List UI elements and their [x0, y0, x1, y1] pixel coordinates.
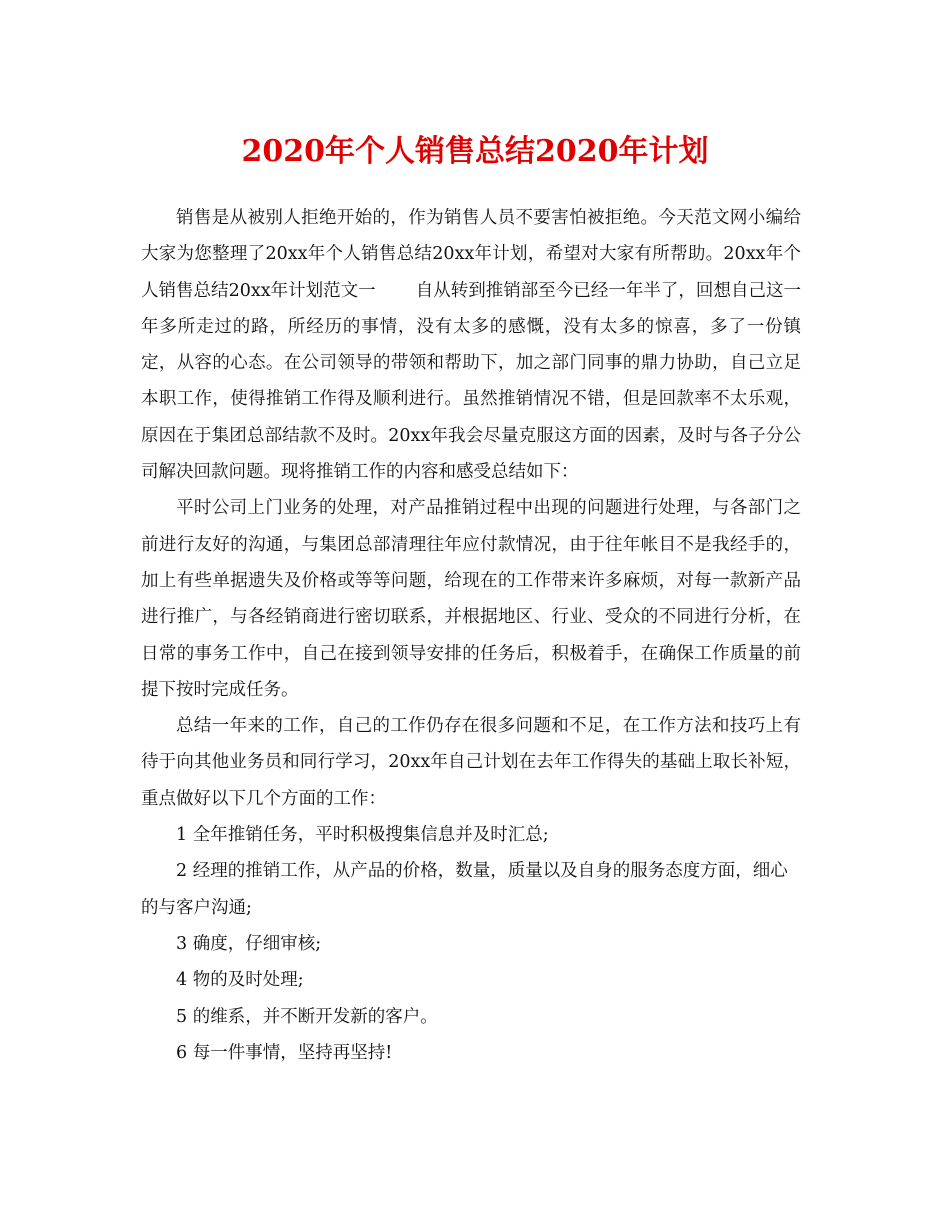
paragraph-1: 自从转到推销部至今已经一年半了，回想自己这一年多所走过的路，所经历的事情，没有太多的感慨，没有太多的惊喜，多了一份镇定，从容的心态。在公司领导的带领和帮助下，加之部门同事的鼎力协助，自己立足本职工作，使得推销工作得及顺利进行。虽然推销情况不错，但是回款率不太乐观，原因在于集团总部结款不及时。20xx年我会尽量克服这方面的因素，及时与各子分公司解决回款问题。现将推销工作的内容和感受总结如下： — [141, 280, 801, 483]
intro-text: 销售是从被别人拒绝开始的，作为销售人员不要害怕被拒绝。今天范文网小编给大家为您整理了20xx年个人销售总结20xx年计划，希望对大家有所帮助。 — [141, 208, 801, 265]
list-item-2: 2 经理的推销工作，从产品的价格，数量，质量以及自身的服务态度方面，细心的与客户沟通; — [141, 861, 788, 918]
paragraph-2: 平时公司上门业务的处理，对产品推销过程中出现的问题进行处理，与各部门之前进行友好的沟通，与集团总部清理往年应付款情况，由于往年帐目不是我经手的，加上有些单据遗失及价格或等等问题，给现在的工作带来许多麻烦，对每一款新产品进行推广，与各经销商进行密切联系，并根据地区、行业、受众的不同进行分析，在日常的事务工作中，自己在接到领导安排的任务后，积极着手，在确保工作质量的前提下按时完成任务。 — [141, 498, 801, 700]
list-item-5: 5 的维系，并不断开发新的客户。 — [176, 1006, 438, 1027]
document-body — [141, 200, 801, 1071]
list-item-1: 1 全年推销任务，平时积极搜集信息并及时汇总; — [176, 825, 549, 846]
paragraph-3: 总结一年来的工作，自己的工作仍存在很多问题和不足，在工作方法和技巧上有待于向其他业务员和同行学习，20xx年自己计划在去年工作得失的基础上取长补短，重点做好以下几个方面的工作： — [141, 716, 801, 809]
section-heading: 20xx年个人销售总结20xx年计划范文一 — [141, 244, 801, 301]
document-title: 2020年个人销售总结2020年计划 — [241, 134, 709, 169]
list-item-6: 6 每一件事情，坚持再坚持! — [176, 1042, 393, 1063]
intro-paragraph — [141, 200, 801, 490]
list-item-3: 3 确度，仔细审核; — [176, 933, 322, 954]
list-item-4: 4 物的及时处理; — [176, 970, 304, 991]
